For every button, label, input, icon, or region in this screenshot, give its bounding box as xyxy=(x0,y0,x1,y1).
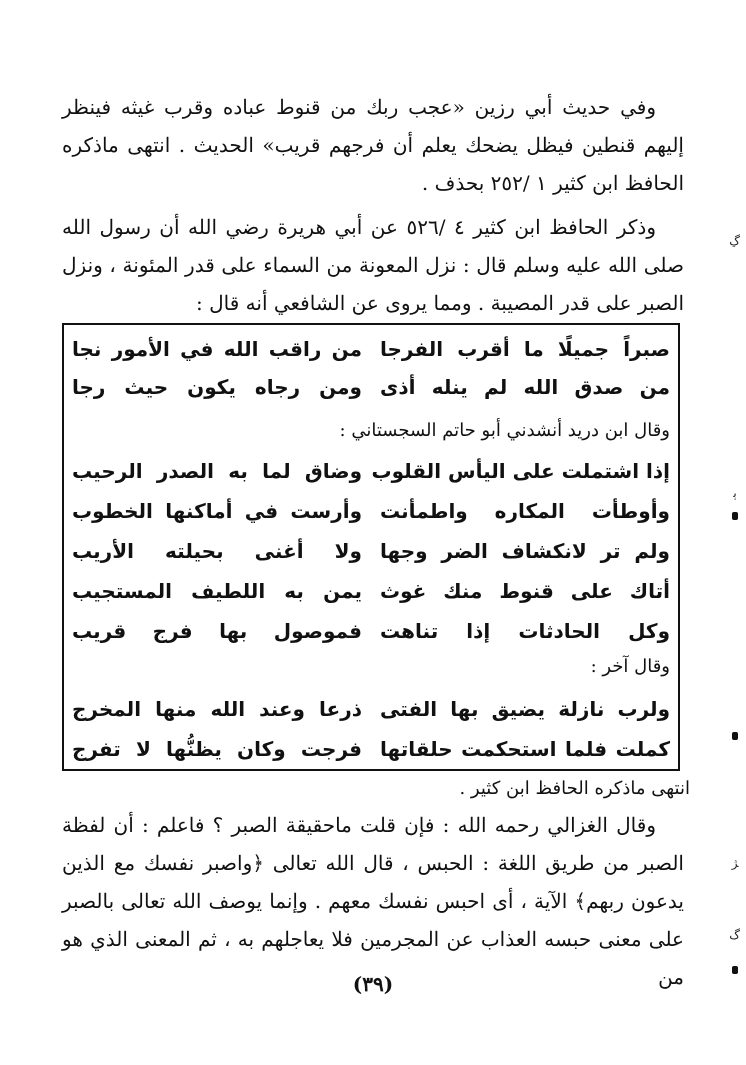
paragraph-text: وذكر الحافظ ابن كثير ٤ /٥٢٦ عن أبي هريرة رضي الله أن رسول الله صلى الله عليه وسلم قال : نزل المعونة من السماء على قدر المئونة ، ونزل الصبر على قدر المصيبة . ومما يروى عن الشافعي أنه قال : xyxy=(62,215,684,315)
verse-first-hemistich: وكل الحادثات إذا تناهت xyxy=(380,619,670,643)
verse-second-hemistich: وضاق لما به الصدر الرحيب xyxy=(72,459,362,483)
margin-dot xyxy=(732,966,738,974)
verse-line xyxy=(72,369,670,405)
margin-dot xyxy=(732,732,738,740)
verse-first-hemistich: وأوطأت المكاره واطمأنت xyxy=(380,499,670,523)
poem-box xyxy=(62,323,680,771)
verse-first-hemistich: صبراً جميلًا ما أقرب الفرجا xyxy=(380,337,670,361)
poem-intro-another: وقال آخر : xyxy=(590,656,670,677)
closing-line xyxy=(50,770,690,808)
verse-line xyxy=(72,691,670,727)
closing-text: انتهى ماذكره الحافظ ابن كثير . xyxy=(459,778,690,799)
poem-intro-ibn-durayd: وقال ابن دريد أنشدني أبو حاتم السجستاني : xyxy=(339,420,670,441)
paragraph-ibn-kathir xyxy=(62,208,684,322)
verse-line xyxy=(72,533,670,569)
verse-line xyxy=(72,573,670,609)
verse-line xyxy=(72,331,670,367)
verse-first-hemistich: ولرب نازلة يضيق بها الفتى xyxy=(380,697,670,721)
paragraph-text: وفي حديث أبي رزين «عجب ربك من قنوط عباده وقرب غيثه فينظر إليهم قنطين فيظل يضحك يعلم أن فرجهم قريب» الحديث . انتهى ماذكره الحافظ ابن كثير ١ /٢٥٢ بحذف . xyxy=(62,95,684,195)
margin-mark: ﯦ xyxy=(733,486,737,500)
verse-second-hemistich: ذرعا وعند الله منها المخرج xyxy=(72,697,362,721)
verse-second-hemistich: وأرست في أماكنها الخطوب xyxy=(72,499,362,523)
verse-line xyxy=(72,493,670,529)
verse-second-hemistich: يمن به اللطيف المستجيب xyxy=(72,579,362,603)
margin-dot xyxy=(732,512,738,520)
margin-mark: ڲ xyxy=(729,234,740,248)
verse-line xyxy=(72,731,670,767)
verse-second-hemistich: ولا أغنى بحيلته الأريب xyxy=(72,539,362,563)
verse-second-hemistich: فموصول بها فرج قريب xyxy=(72,619,362,643)
verse-first-hemistich: أتاك على قنوط منك غوث xyxy=(380,579,670,603)
verse-line xyxy=(72,453,670,489)
verse-first-hemistich: إذا اشتملت على اليأس القلوب xyxy=(371,459,670,483)
verse-line xyxy=(72,613,670,649)
paragraph-hadith-abi-razin xyxy=(62,88,684,202)
paragraph-text: وقال الغزالي رحمه الله : فإن قلت ماحقيقة الصبر ؟ فاعلم : أن لفظة الصبر من طريق اللغة : الحبس ، قال الله تعالى ﴿واصبر نفسك مع الذين يدعون ربهم﴾ الآية ، أى احبس نفسك معهم . وإنما يوصف الله تعالى بالصبر على معنى حبسه العذاب عن المجرمين فلا يعاجلهم به ، ثم المعنى الذي هو من xyxy=(62,813,684,989)
verse-first-hemistich: ولم تر لانكشاف الضر وجها xyxy=(380,539,670,563)
paragraph-ghazali xyxy=(62,806,684,996)
page-number: (٣٩) xyxy=(352,972,394,996)
verse-second-hemistich: ومن رجاه يكون حيث رجا xyxy=(72,375,362,399)
verse-first-hemistich: كملت فلما استحكمت حلقاتها xyxy=(380,737,670,761)
margin-mark: ﮋ xyxy=(731,856,739,870)
verse-second-hemistich: فرجت وكان يظنُّها لا تفرج xyxy=(72,737,362,761)
margin-mark: ﮒ xyxy=(729,928,740,942)
verse-second-hemistich: من راقب الله في الأمور نجا xyxy=(72,337,362,361)
verse-first-hemistich: من صدق الله لم ينله أذى xyxy=(380,375,670,399)
